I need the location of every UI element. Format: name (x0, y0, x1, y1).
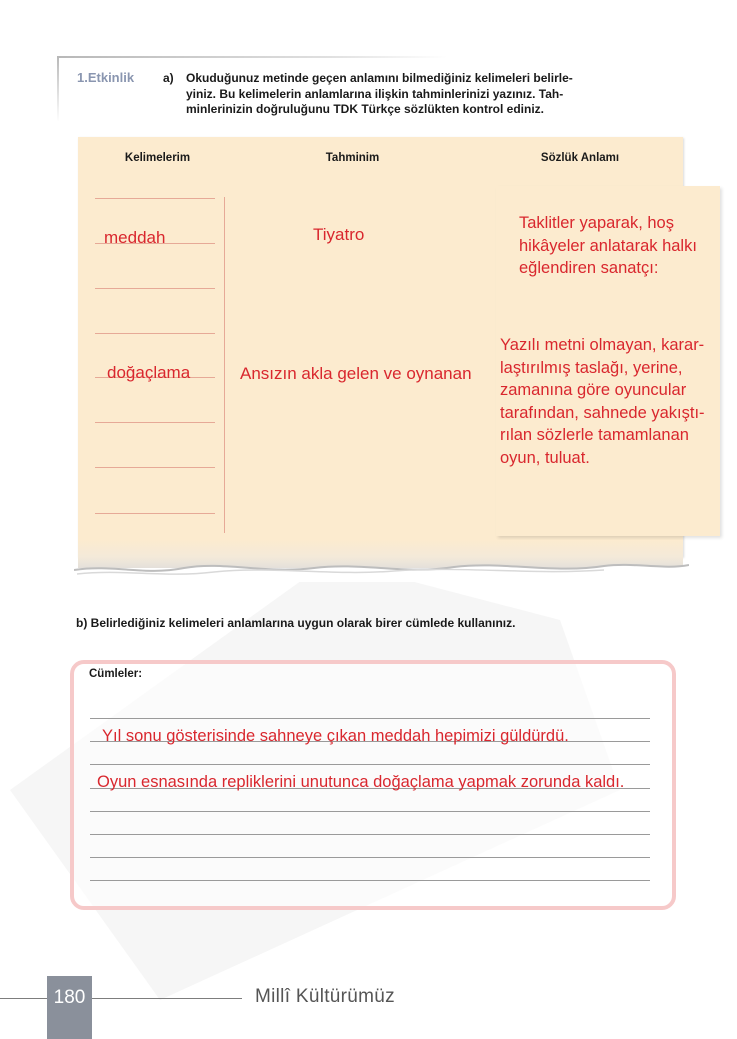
writing-line (90, 857, 650, 858)
question-a-line: minlerinizin doğruluğunu TDK Türkçe sözlükten kontrol ediniz. (186, 102, 545, 116)
meaning-line: Yazılı metni olmayan, karar- (500, 336, 705, 354)
row-line (95, 513, 215, 514)
writing-line (90, 718, 650, 719)
footer-line-left (0, 998, 47, 999)
guess-meddah: Tiyatro (313, 225, 365, 244)
column-divider (224, 197, 225, 533)
sentence-1: Yıl sonu gösterisinde sahneye çıkan meddah hepimizi güldürdü. (102, 727, 569, 745)
writing-line (90, 834, 650, 835)
writing-line (90, 811, 650, 812)
header-words: Kelimelerim (124, 152, 191, 164)
header-guess: Tahminim (325, 152, 380, 164)
meaning-dogaclama (500, 334, 722, 469)
meaning-line: oyun, tuluat. (500, 448, 590, 467)
guess-dogaclama: Ansızın akla gelen ve oynanan (240, 364, 472, 383)
row-line (95, 422, 215, 423)
question-a-line: Okuduğunuz metinde geçen anlamını bilmediğiniz kelimeleri belirle- (186, 71, 573, 85)
header-frame-left (57, 56, 59, 122)
writing-line (90, 764, 650, 765)
row-line (95, 333, 215, 334)
activity-label: 1.Etkinlik (77, 70, 135, 85)
header-meaning: Sözlük Anlamı (540, 152, 620, 164)
sentence-2: Oyun esnasında repliklerini unutunca doğaçlama yapmak zorunda kaldı. (97, 773, 625, 791)
book-title: Millî Kültürümüz (255, 986, 395, 1007)
question-a-text (186, 71, 666, 118)
row-line (95, 198, 215, 199)
writing-line (90, 880, 650, 881)
row-line (95, 288, 215, 289)
meaning-line: laştırılmış taslağı, yerine, (500, 358, 683, 377)
sentences-label: Cümleler: (89, 668, 143, 680)
meaning-line: eğlendiren sanatçı: (519, 259, 659, 277)
torn-paper-edge (74, 556, 689, 582)
meaning-line: Taklitler yaparak, hoş (519, 214, 674, 232)
meaning-line: zamanına göre oyuncular (500, 381, 687, 399)
meaning-line: rılan sözlerle tamamlanan (500, 426, 689, 444)
question-b-text: b) Belirlediğiniz kelimeleri anlamlarına uygun olarak birer cümlede kullanınız. (76, 616, 516, 630)
page-number: 180 (53, 987, 86, 1008)
meaning-line: hikâyeler anlatarak halkı (519, 236, 697, 255)
meaning-line: tarafından, sahnede yakıştı- (500, 403, 705, 422)
row-line (95, 467, 215, 468)
word-meddah: meddah (104, 228, 166, 247)
question-a-letter: a) (163, 71, 174, 85)
meaning-meddah (519, 212, 719, 280)
footer-line-right (92, 998, 242, 999)
header-frame-top (57, 56, 447, 58)
question-a-line: yiniz. Bu kelimelerin anlamlarına ilişkin tahminlerinizi yazınız. Tah- (186, 86, 564, 101)
word-dogaclama: doğaçlama (107, 363, 191, 382)
